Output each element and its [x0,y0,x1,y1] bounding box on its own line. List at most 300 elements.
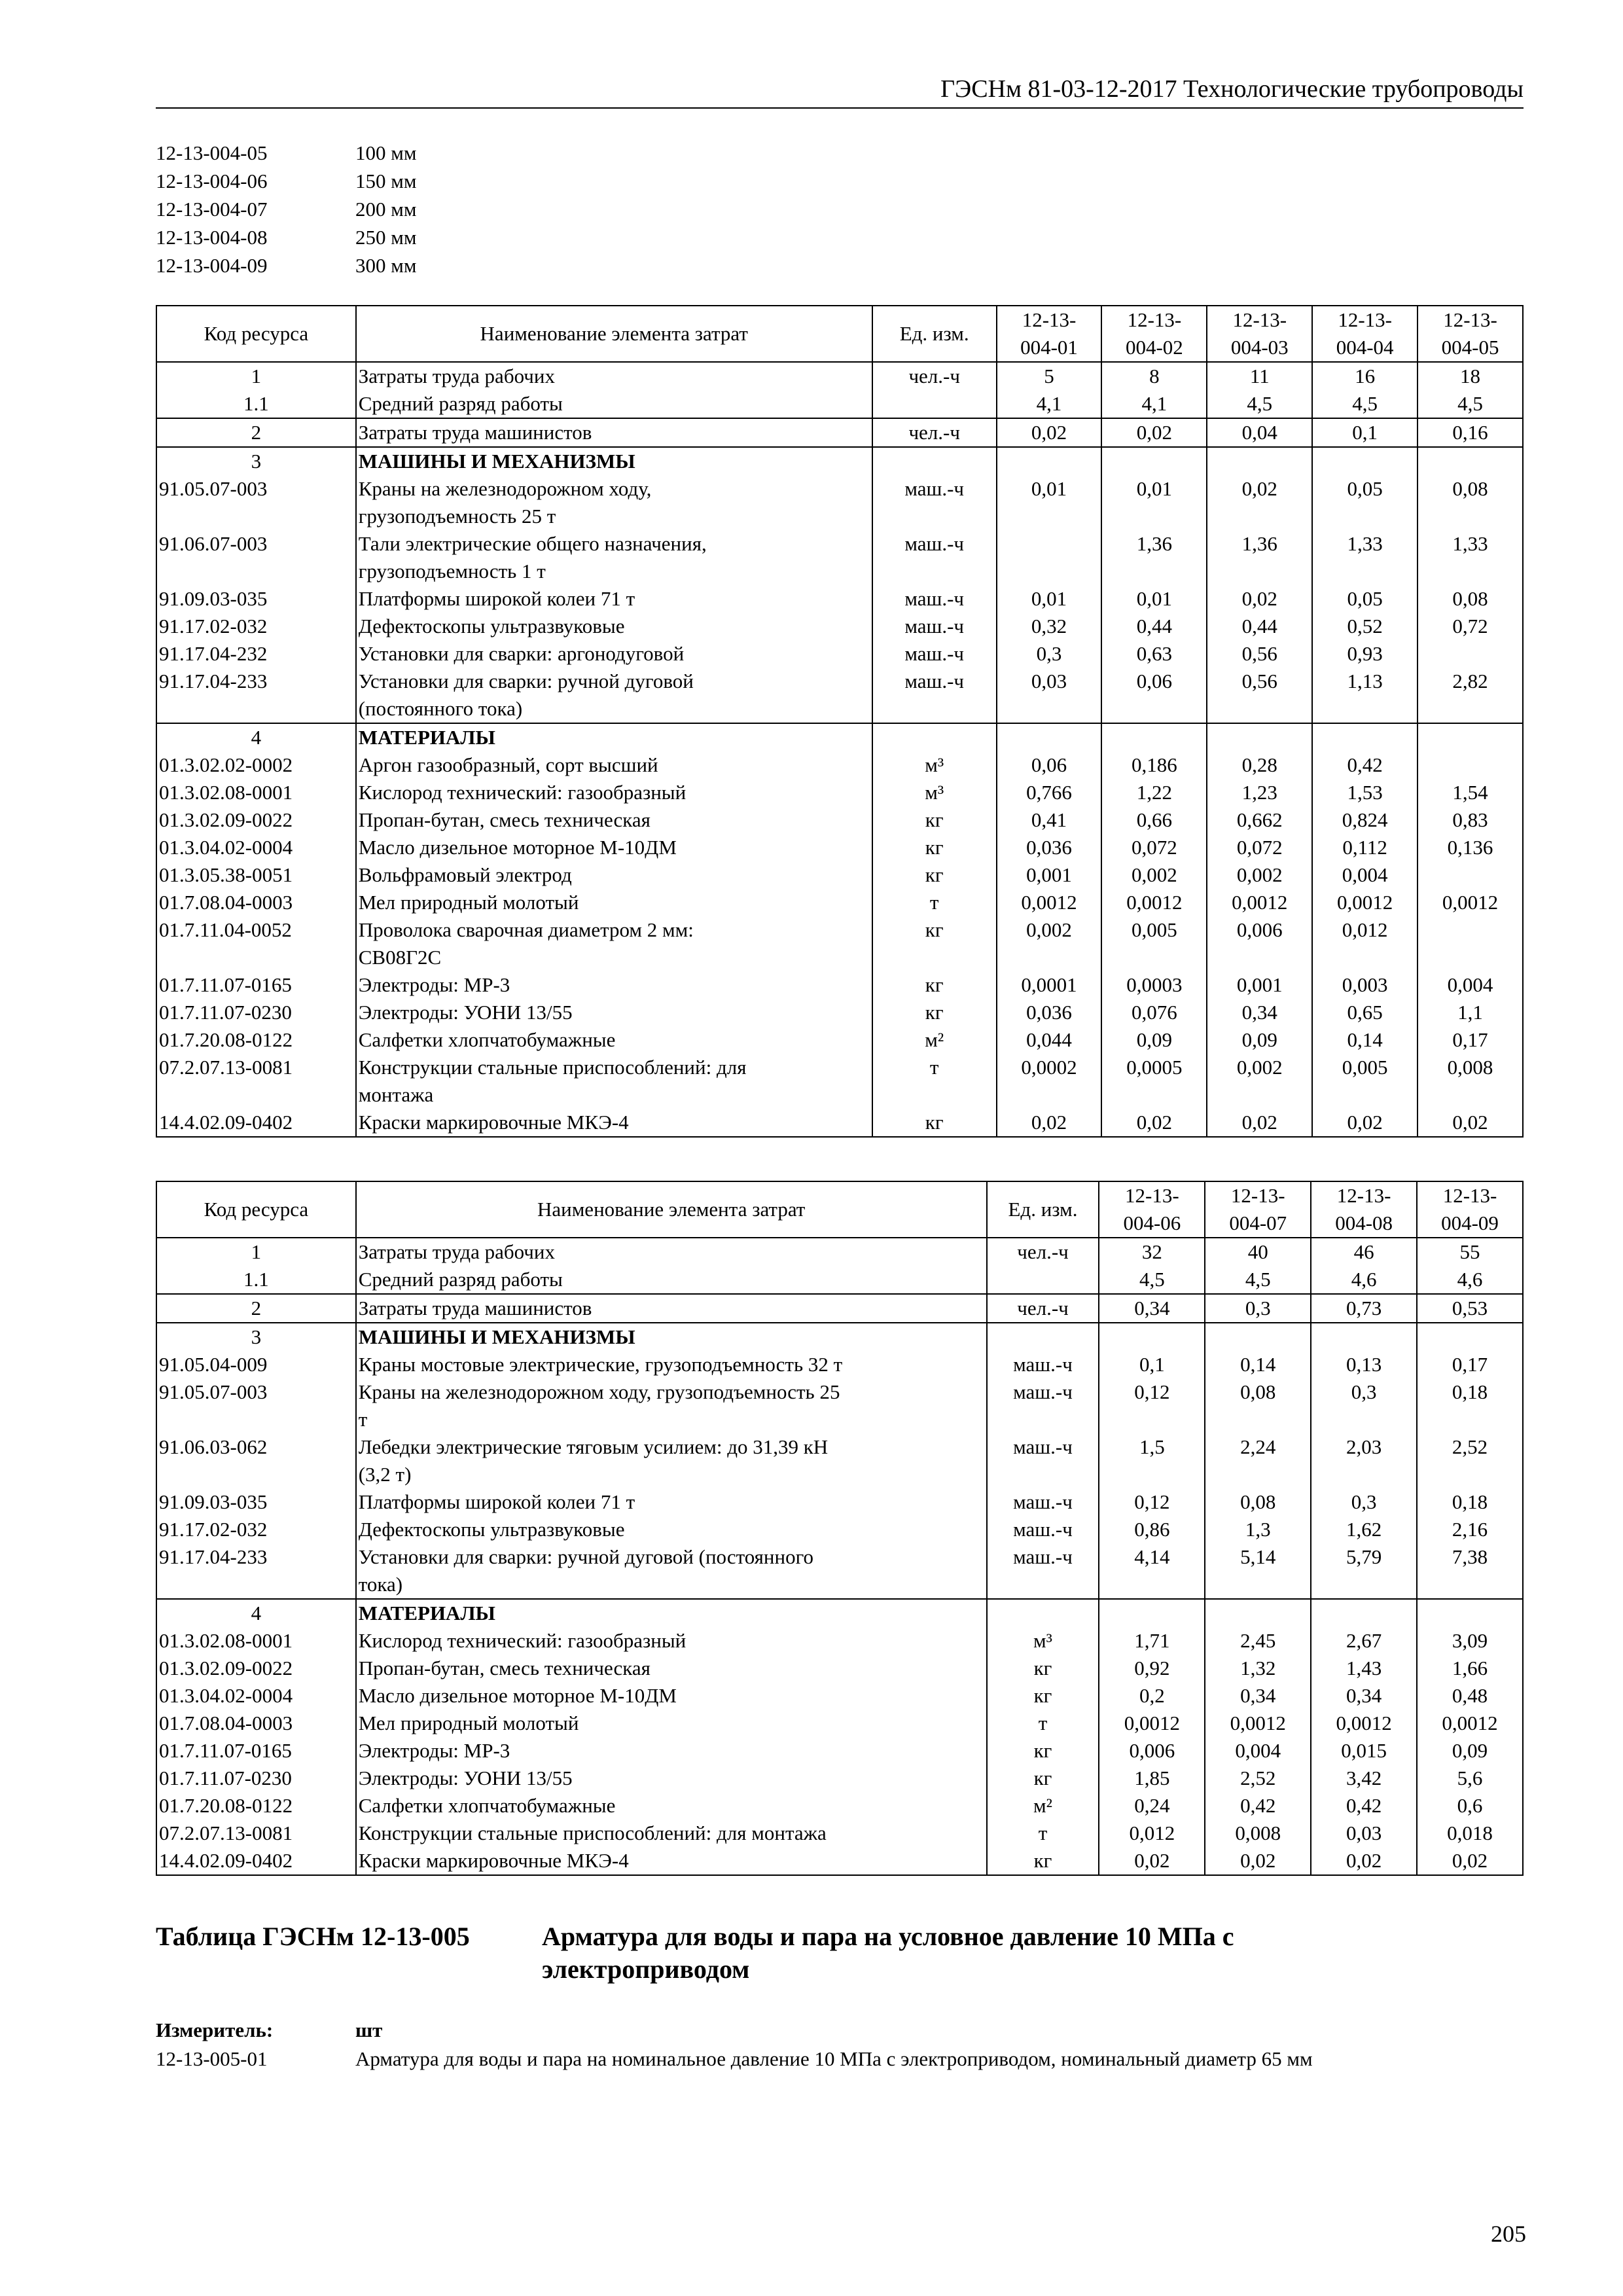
value-cell: 0,02 [1207,1109,1312,1137]
resource-name-cell: Электроды: МР-3 [356,971,872,999]
value-cell: 0,02 [1207,475,1312,530]
unit-cell: т [987,1710,1099,1737]
table-row [156,447,1523,475]
value-cell: 18 [1418,362,1523,390]
unit-cell: маш.-ч [987,1351,1099,1378]
table-row [156,751,1523,779]
unit-cell: кг [872,916,997,971]
value-cell: 1,53 [1312,779,1418,806]
table-row [156,1765,1523,1792]
resource-name-cell: Салфетки хлопчатобумажные [356,1026,872,1054]
resource-code-cell: 01.7.11.07-0230 [156,1765,356,1792]
value-cell: 0,34 [1207,999,1312,1026]
value-cell: 5,14 [1205,1543,1311,1599]
page-header: ГЭСНм 81-03-12-2017 Технологические трубопроводы [156,73,1524,109]
resource-code-cell: 91.09.03-035 [156,1488,356,1516]
value-cell: 0,002 [1207,861,1312,889]
resource-code-cell: 14.4.02.09-0402 [156,1847,356,1875]
unit-cell: кг [872,806,997,834]
table-row [156,1433,1523,1488]
value-cell: 0,3 [1311,1378,1417,1433]
value-cell: 0,004 [1312,861,1418,889]
resource-code-cell: 91.05.07-003 [156,475,356,530]
value-cell: 0,09 [1207,1026,1312,1054]
value-cell: 1,32 [1205,1655,1311,1682]
value-cell: 0,005 [1312,1054,1418,1109]
value-cell: 8 [1101,362,1207,390]
resource-code-cell: 01.3.05.38-0051 [156,861,356,889]
value-cell: 0,63 [1101,640,1207,668]
table-row [156,971,1523,999]
table-row [156,1516,1523,1543]
variant-desc: 100 мм [355,141,417,164]
value-cell: 0,04 [1207,418,1312,447]
value-cell: 2,24 [1205,1433,1311,1488]
value-cell: 0,18 [1417,1488,1523,1516]
table-row [156,1847,1523,1875]
value-cell: 1,23 [1207,779,1312,806]
resource-name-cell: Краны мостовые электрические, грузоподъемность 32 т [356,1351,987,1378]
resource-name-cell: Аргон газообразный, сорт высший [356,751,872,779]
unit-cell [872,447,997,475]
value-cell: 0,001 [997,861,1102,889]
variant-list [156,139,416,279]
resource-code-cell: 01.7.11.07-0165 [156,1737,356,1765]
value-cell: 46 [1311,1238,1417,1266]
column-header: 12-13- 004-09 [1417,1181,1523,1238]
unit-cell: маш.-ч [872,668,997,723]
value-cell: 1,33 [1312,530,1418,585]
resource-name-cell: Краны на железнодорожном ходу, грузоподъемность 25 т [356,1378,987,1433]
resource-name-cell: Затраты труда рабочих [356,1238,987,1266]
value-cell: 0,012 [1099,1820,1205,1847]
value-cell: 0,17 [1417,1351,1523,1378]
unit-cell: кг [872,971,997,999]
value-cell: 0,03 [997,668,1102,723]
resource-name-cell: Проволока сварочная диаметром 2 мм: СВ08Г2С [356,916,872,971]
value-cell: 4,14 [1099,1543,1205,1599]
value-cell: 0,006 [1099,1737,1205,1765]
value-cell: 32 [1099,1238,1205,1266]
value-cell: 0,92 [1099,1655,1205,1682]
variant-row [156,251,416,279]
resource-code-cell: 91.17.04-233 [156,1543,356,1599]
variant-row [156,195,416,223]
value-cell: 0,18 [1417,1378,1523,1433]
value-cell [1418,723,1523,751]
value-cell: 2,67 [1311,1627,1417,1655]
resource-code-cell: 3 [156,447,356,475]
value-cell: 0,005 [1101,916,1207,971]
resource-code-cell: 01.3.04.02-0004 [156,834,356,861]
resource-code-cell: 91.09.03-035 [156,585,356,613]
column-header: Наименование элемента затрат [356,1181,987,1238]
unit-cell: маш.-ч [872,640,997,668]
value-cell [1312,447,1418,475]
value-cell: 0,0002 [997,1054,1102,1109]
value-cell: 0,06 [997,751,1102,779]
variant-code: 12-13-004-08 [156,226,268,249]
value-cell: 4,6 [1311,1266,1417,1294]
value-cell: 1,85 [1099,1765,1205,1792]
value-cell [1418,861,1523,889]
value-cell: 0,0012 [1099,1710,1205,1737]
resource-name-cell: Мел природный молотый [356,1710,987,1737]
value-cell: 0,02 [1205,1847,1311,1875]
resource-name-cell: Платформы широкой колеи 71 т [356,585,872,613]
table-row [156,390,1523,418]
column-header: Код ресурса [156,1181,356,1238]
value-cell: 11 [1207,362,1312,390]
variant-row [156,139,416,167]
value-cell: 0,08 [1418,475,1523,530]
resource-code-cell: 01.3.02.08-0001 [156,779,356,806]
value-cell: 0,662 [1207,806,1312,834]
resource-name-cell: Кислород технический: газообразный [356,1627,987,1655]
value-cell: 0,044 [997,1026,1102,1054]
value-cell: 0,41 [997,806,1102,834]
value-cell [1418,916,1523,971]
unit-cell: чел.-ч [987,1238,1099,1266]
value-cell: 1,5 [1099,1433,1205,1488]
table-row [156,1792,1523,1820]
table-row [156,1627,1523,1655]
value-cell: 0,48 [1417,1682,1523,1710]
table-row [156,418,1523,447]
variant-code: 12-13-004-07 [156,198,268,221]
value-cell: 0,018 [1417,1820,1523,1847]
unit-cell: маш.-ч [872,475,997,530]
value-cell: 0,02 [1417,1847,1523,1875]
value-cell [1311,1323,1417,1351]
value-cell: 0,65 [1312,999,1418,1026]
resource-code-cell: 91.05.04-009 [156,1351,356,1378]
value-cell: 0,56 [1207,668,1312,723]
unit-cell: чел.-ч [987,1294,1099,1323]
value-cell [1099,1323,1205,1351]
resource-code-cell: 01.7.11.04-0052 [156,916,356,971]
value-cell: 5,79 [1311,1543,1417,1599]
value-cell: 2,03 [1311,1433,1417,1488]
unit-cell: маш.-ч [987,1378,1099,1433]
table-row [156,1655,1523,1682]
variant-code: 12-13-004-09 [156,254,268,277]
resource-code-cell: 01.7.11.07-0230 [156,999,356,1026]
resource-name-cell: Электроды: УОНИ 13/55 [356,999,872,1026]
value-cell: 0,012 [1312,916,1418,971]
variant-desc: 150 мм [355,170,417,192]
value-cell: 0,002 [1207,1054,1312,1109]
resource-name-cell: Масло дизельное моторное М-10ДМ [356,1682,987,1710]
meter-unit: шт [355,2018,383,2041]
value-cell: 0,52 [1312,613,1418,640]
resource-table-2 [156,1181,1524,1876]
value-cell: 0,03 [1311,1820,1417,1847]
table-row [156,1682,1523,1710]
value-cell: 2,82 [1418,668,1523,723]
value-cell: 1,43 [1311,1655,1417,1682]
value-cell: 0,02 [1099,1847,1205,1875]
table-body [156,362,1523,1137]
resource-code-cell: 91.17.02-032 [156,1516,356,1543]
value-cell: 0,766 [997,779,1102,806]
column-header: 12-13- 004-04 [1312,306,1418,362]
unit-cell: маш.-ч [872,613,997,640]
column-header: Ед. изм. [987,1181,1099,1238]
value-cell: 0,0001 [997,971,1102,999]
resource-code-cell: 07.2.07.13-0081 [156,1820,356,1847]
resource-code-cell: 1.1 [156,1266,356,1294]
value-cell [1205,1599,1311,1627]
value-cell: 0,015 [1311,1737,1417,1765]
variant-row [156,167,416,195]
table-row [156,1378,1523,1433]
unit-cell: маш.-ч [872,585,997,613]
value-cell: 7,38 [1417,1543,1523,1599]
unit-cell: м³ [872,751,997,779]
column-header: 12-13- 004-06 [1099,1181,1205,1238]
value-cell: 0,53 [1417,1294,1523,1323]
table-body [156,1238,1523,1875]
resource-code-cell: 3 [156,1323,356,1351]
resource-name-cell: Дефектоскопы ультразвуковые [356,1516,987,1543]
resource-code-cell: 01.3.02.02-0002 [156,751,356,779]
value-cell [1312,723,1418,751]
value-cell: 0,02 [1101,418,1207,447]
value-cell: 0,036 [997,834,1102,861]
unit-cell: м² [872,1026,997,1054]
resource-name-cell: Электроды: УОНИ 13/55 [356,1765,987,1792]
value-cell: 0,05 [1312,475,1418,530]
value-cell: 3,42 [1311,1765,1417,1792]
value-cell: 0,6 [1417,1792,1523,1820]
unit-cell [872,723,997,751]
value-cell: 0,0012 [997,889,1102,916]
value-cell: 4,1 [1101,390,1207,418]
meter-code: 12-13-005-01 [156,2047,268,2070]
resource-name-cell: Дефектоскопы ультразвуковые [356,613,872,640]
table-header-row [156,1181,1523,1238]
column-header: 12-13- 004-01 [997,306,1102,362]
resource-code-cell: 91.05.07-003 [156,1378,356,1433]
value-cell: 4,5 [1312,390,1418,418]
resource-name-cell: МАШИНЫ И МЕХАНИЗМЫ [356,1323,987,1351]
resource-name-cell: Электроды: МР-3 [356,1737,987,1765]
value-cell: 0,0012 [1312,889,1418,916]
unit-cell [987,1266,1099,1294]
unit-cell: маш.-ч [987,1433,1099,1488]
resource-code-cell: 91.17.02-032 [156,613,356,640]
value-cell: 0,02 [1418,1109,1523,1137]
table-row [156,362,1523,390]
unit-cell: т [872,1054,997,1109]
value-cell: 0,93 [1312,640,1418,668]
resource-name-cell: Установки для сварки: ручной дуговой (постоянного тока) [356,668,872,723]
value-cell: 0,001 [1207,971,1312,999]
value-cell: 0,3 [1311,1488,1417,1516]
resource-code-cell: 01.7.08.04-0003 [156,1710,356,1737]
value-cell: 0,16 [1418,418,1523,447]
resource-name-cell: Пропан-бутан, смесь техническая [356,1655,987,1682]
section-title [156,1920,1393,1986]
unit-cell: т [872,889,997,916]
value-cell: 0,02 [1311,1847,1417,1875]
value-cell: 0,0012 [1417,1710,1523,1737]
value-cell: 0,08 [1205,1378,1311,1433]
value-cell [1418,640,1523,668]
value-cell: 0,42 [1205,1792,1311,1820]
table-row [156,1323,1523,1351]
value-cell: 0,56 [1207,640,1312,668]
value-cell: 2,16 [1417,1516,1523,1543]
value-cell: 1,36 [1101,530,1207,585]
value-cell: 0,004 [1205,1737,1311,1765]
table-row [156,585,1523,613]
value-cell: 0,09 [1417,1737,1523,1765]
value-cell: 1,54 [1418,779,1523,806]
table-row [156,1109,1523,1137]
value-cell: 0,076 [1101,999,1207,1026]
value-cell: 0,112 [1312,834,1418,861]
table-row [156,613,1523,640]
value-cell: 0,1 [1312,418,1418,447]
variant-desc: 200 мм [355,198,417,221]
resource-name-cell: Краски маркировочные МКЭ-4 [356,1847,987,1875]
unit-cell: чел.-ч [872,362,997,390]
value-cell: 5,6 [1417,1765,1523,1792]
value-cell: 0,136 [1418,834,1523,861]
value-cell [1099,1599,1205,1627]
variant-code: 12-13-004-06 [156,170,268,192]
value-cell: 0,28 [1207,751,1312,779]
column-header: Ед. изм. [872,306,997,362]
value-cell: 4,5 [1099,1266,1205,1294]
value-cell: 0,08 [1205,1488,1311,1516]
value-cell: 4,5 [1207,390,1312,418]
value-cell: 0,66 [1101,806,1207,834]
table-row [156,806,1523,834]
table-row [156,475,1523,530]
value-cell: 0,42 [1312,751,1418,779]
resource-code-cell: 14.4.02.09-0402 [156,1109,356,1137]
value-cell: 0,0012 [1101,889,1207,916]
value-cell: 0,44 [1207,613,1312,640]
value-cell: 16 [1312,362,1418,390]
variant-desc: 250 мм [355,226,417,249]
resource-code-cell: 91.17.04-233 [156,668,356,723]
resource-code-cell: 2 [156,418,356,447]
value-cell: 0,02 [1312,1109,1418,1137]
resource-code-cell: 01.7.20.08-0122 [156,1792,356,1820]
value-cell [997,447,1102,475]
value-cell: 1,33 [1418,530,1523,585]
meter-desc: Арматура для воды и пара на номинальное давление 10 МПа с электроприводом, номинальный диаметр 65 мм [355,2047,1313,2070]
resource-code-cell: 01.3.02.09-0022 [156,1655,356,1682]
value-cell: 0,02 [997,418,1102,447]
table-row [156,1266,1523,1294]
value-cell: 0,01 [997,475,1102,530]
unit-cell: кг [987,1847,1099,1875]
table-row [156,1026,1523,1054]
variant-desc: 300 мм [355,254,417,277]
table-row [156,779,1523,806]
value-cell: 1,22 [1101,779,1207,806]
table-row [156,1737,1523,1765]
resource-name-cell: Пропан-бутан, смесь техническая [356,806,872,834]
column-header: Код ресурса [156,306,356,362]
value-cell: 0,0012 [1207,889,1312,916]
value-cell: 1,66 [1417,1655,1523,1682]
resource-name-cell: Тали электрические общего назначения, грузоподъемность 1 т [356,530,872,585]
value-cell [997,530,1102,585]
resource-name-cell: Вольфрамовый электрод [356,861,872,889]
unit-cell: т [987,1820,1099,1847]
value-cell [1101,723,1207,751]
value-cell: 0,002 [997,916,1102,971]
value-cell: 0,13 [1311,1351,1417,1378]
table-row [156,1710,1523,1737]
column-header: 12-13- 004-02 [1101,306,1207,362]
resource-name-cell: Затраты труда рабочих [356,362,872,390]
value-cell [1101,447,1207,475]
value-cell: 0,06 [1101,668,1207,723]
value-cell: 0,14 [1312,1026,1418,1054]
unit-cell: кг [987,1682,1099,1710]
value-cell: 0,08 [1418,585,1523,613]
value-cell: 3,09 [1417,1627,1523,1655]
section-title-label: Таблица ГЭСНм 12-13-005 [156,1922,470,1951]
value-cell [1417,1323,1523,1351]
value-cell: 0,86 [1099,1516,1205,1543]
unit-cell: маш.-ч [987,1488,1099,1516]
resource-name-cell: Платформы широкой колеи 71 т [356,1488,987,1516]
resource-code-cell: 01.7.20.08-0122 [156,1026,356,1054]
column-header: 12-13- 004-07 [1205,1181,1311,1238]
value-cell: 0,05 [1312,585,1418,613]
resource-name-cell: Мел природный молотый [356,889,872,916]
unit-cell [987,1323,1099,1351]
value-cell: 1,36 [1207,530,1312,585]
value-cell: 0,036 [997,999,1102,1026]
resource-code-cell: 1 [156,362,356,390]
section-title-text: Арматура для воды и пара на условное давление 10 МПа с электроприводом [542,1922,1234,1984]
value-cell: 0,0012 [1311,1710,1417,1737]
value-cell: 0,12 [1099,1378,1205,1433]
column-header: Наименование элемента затрат [356,306,872,362]
unit-cell: м³ [872,779,997,806]
value-cell: 0,12 [1099,1488,1205,1516]
value-cell: 0,008 [1418,1054,1523,1109]
column-header: 12-13- 004-08 [1311,1181,1417,1238]
resource-code-cell: 4 [156,723,356,751]
meter-row [156,2045,1527,2073]
value-cell: 0,02 [997,1109,1102,1137]
table-row [156,640,1523,668]
value-cell: 0,004 [1418,971,1523,999]
resource-code-cell: 01.3.04.02-0004 [156,1682,356,1710]
table-row [156,1820,1523,1847]
value-cell: 0,0012 [1205,1710,1311,1737]
value-cell: 0,73 [1311,1294,1417,1323]
unit-cell: маш.-ч [872,530,997,585]
resource-name-cell: Салфетки хлопчатобумажные [356,1792,987,1820]
table-row [156,1543,1523,1599]
resource-code-cell: 07.2.07.13-0081 [156,1054,356,1109]
unit-cell: кг [872,1109,997,1137]
unit-cell: кг [872,861,997,889]
resource-name-cell: МАТЕРИАЛЫ [356,1599,987,1627]
resource-name-cell: МАШИНЫ И МЕХАНИЗМЫ [356,447,872,475]
